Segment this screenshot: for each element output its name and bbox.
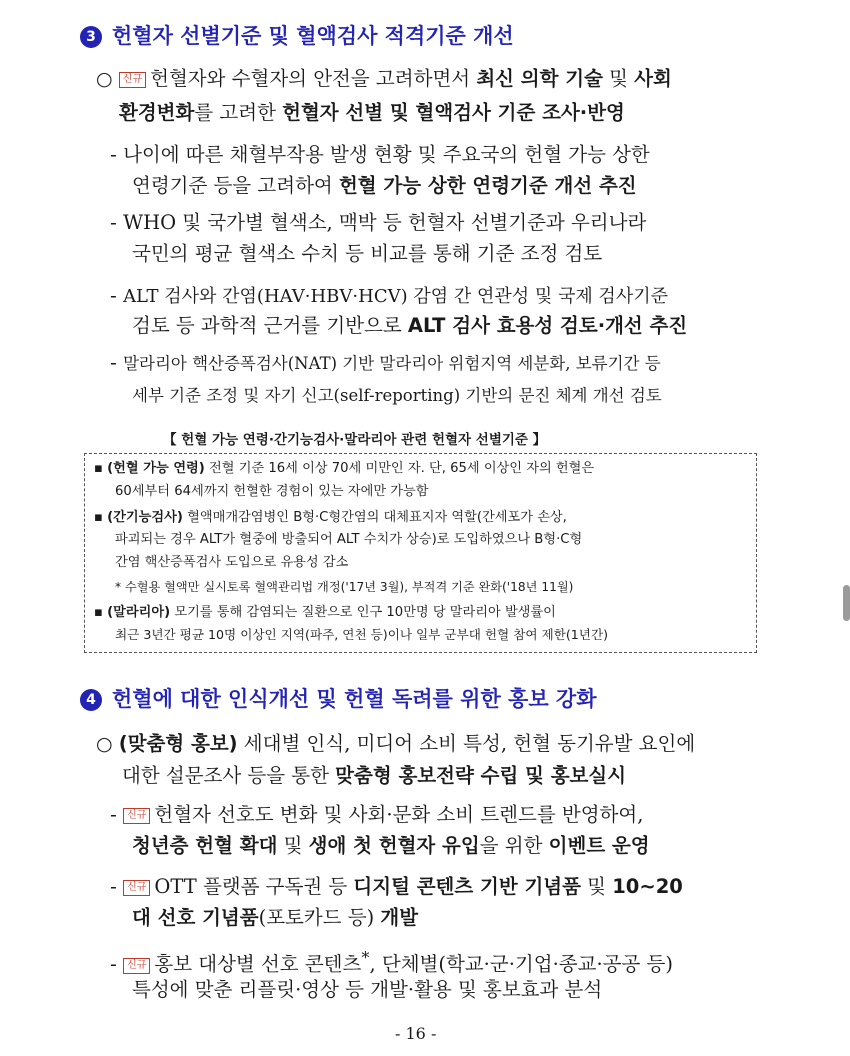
criteria-liver-line-2: 파괴되는 경우 ALT가 혈중에 방출되어 ALT 수치가 상승)로 도입하였으나 B형·C형 [115, 532, 583, 547]
text: 및 [277, 834, 309, 857]
criteria-label: (헌혈 가능 연령) [107, 461, 205, 476]
text: 대한 설문조사 등을 통한 [122, 764, 336, 787]
text-bold: 대 선호 기념품 [132, 906, 259, 929]
section-3-heading [80, 20, 514, 50]
text-bold: 개발 [380, 906, 419, 929]
section-4-number-badge: 4 [80, 689, 102, 711]
text-bold: 헌혈 가능 상한 연령기준 개선 추진 [338, 174, 637, 197]
new-tag: 신규 [123, 958, 150, 974]
text: 국민의 평균 혈색소 수치 등 비교를 통해 기준 조정 검토 [132, 242, 603, 265]
section-3-title: 헌혈자 선별기준 및 혈액검사 적격기준 개선 [112, 24, 514, 48]
text-bold: 생애 첫 헌혈자 유입 [308, 834, 480, 857]
text: 을 위한 [479, 834, 549, 857]
text-bold: 10~20 [612, 875, 683, 898]
text: 헌혈자와 수혈자의 안전을 고려하면서 [150, 67, 477, 90]
criteria-liver-line-3: 간염 핵산증폭검사 도입으로 유용성 감소 [115, 555, 349, 570]
section-4-item-line-2 [122, 762, 626, 790]
text-bold: 이벤트 운영 [548, 834, 650, 857]
section-3-sub-3-line-1 [110, 282, 668, 311]
section-4-item-line-1 [96, 730, 695, 758]
text: 헌혈자 선호도 변화 및 사회·문화 소비 트렌드를 반영하여, [154, 803, 644, 826]
section-3-number-badge: 3 [80, 26, 102, 48]
text-bold: 최신 의학 기술 [476, 67, 603, 90]
text: 연령기준 등을 고려하여 [132, 174, 339, 197]
dash-bullet-icon: - [110, 953, 117, 976]
text: 말라리아 핵산증폭검사(NAT) 기반 말라리아 위험지역 세분화, 보류기간 등 [123, 354, 661, 373]
text: WHO 및 국가별 혈색소, 맥박 등 헌혈자 선별기준과 우리나라 [123, 211, 647, 234]
dash-bullet-icon: - [110, 144, 117, 166]
section-3-sub-1-line-2 [132, 172, 637, 200]
square-bullet-icon: ▪ [94, 510, 103, 525]
section-3-item-line-2 [119, 99, 625, 127]
section-3-item-line-1 [96, 65, 672, 93]
criteria-age-line-2: 60세부터 64세까지 헌혈한 경험이 있는 자에만 가능함 [115, 484, 429, 499]
page-number: - 16 - [395, 1024, 437, 1043]
text: 홍보 대상별 선호 콘텐츠 [154, 952, 362, 976]
text: , 단체별(학교·군·기업·종교·공공 등) [369, 952, 673, 976]
criteria-malaria-line-1 [94, 603, 556, 623]
dash-bullet-icon: - [110, 212, 117, 234]
new-tag: 신규 [123, 808, 150, 824]
section-4-sub-1-line-1 [110, 801, 643, 829]
section-4-sub-1-line-2 [132, 832, 650, 860]
square-bullet-icon: ▪ [94, 605, 103, 620]
section-4-sub-3-line-1 [110, 944, 673, 979]
footnote-marker: * [361, 948, 370, 967]
text: OTT 플랫폼 구독권 등 [154, 875, 354, 898]
scrollbar-handle[interactable] [843, 585, 850, 621]
text-bold: 디지털 콘텐츠 기반 기념품 [353, 875, 581, 898]
text: ALT 검사와 간염(HAV·HBV·HCV) 감염 간 연관성 및 국제 검사기준 [123, 286, 668, 307]
criteria-label: (말라리아) [107, 605, 171, 620]
section-3-sub-1-line-1 [110, 141, 650, 169]
new-tag: 신규 [123, 880, 150, 896]
circle-bullet-icon: ○ [96, 68, 113, 90]
circle-bullet-icon: ○ [96, 733, 113, 755]
section-4-heading [80, 683, 597, 713]
section-3-sub-3-line-2 [132, 312, 687, 340]
text: 검토 등 과학적 근거를 기반으로 [132, 314, 408, 337]
text: 특성에 맞춘 리플릿·영상 등 개발·활용 및 홍보효과 분석 [132, 978, 603, 1001]
text-bold: 환경변화 [119, 101, 195, 124]
square-bullet-icon: ▪ [94, 461, 103, 476]
section-3-sub-2-line-2 [132, 240, 602, 268]
section-3-sub-2-line-1 [110, 209, 646, 237]
dash-bullet-icon: - [110, 352, 117, 374]
text: (포토카드 등) [258, 906, 381, 929]
text-bold: 사회 [634, 67, 672, 90]
text: 를 고려한 [194, 101, 283, 124]
text-bold: 헌혈자 선별 및 혈액검사 기준 조사·반영 [282, 101, 625, 124]
text: 전혈 기준 16세 이상 70세 미만인 자. 단, 65세 이상인 자의 헌혈은 [204, 461, 595, 476]
section-3-sub-4-line-1 [110, 349, 661, 378]
criteria-liver-line-1 [94, 508, 567, 528]
text-bold: (맞춤형 홍보) [118, 732, 238, 755]
text-bold: 맞춤형 홍보전략 수립 및 홍보실시 [335, 764, 627, 787]
text: 모기를 통해 감염되는 질환으로 인구 10만명 당 말라리아 발생률이 [170, 605, 556, 620]
criteria-liver-note: * 수혈용 혈액만 실시토록 혈액관리법 개정('17년 3월), 부적격 기준 완화('18년 11월) [115, 580, 574, 594]
new-tag: 신규 [119, 72, 146, 88]
text: 및 [580, 875, 613, 898]
text: 및 [602, 67, 635, 90]
section-4-sub-3-line-2 [132, 976, 602, 1004]
criteria-age-line-1 [94, 459, 594, 479]
text: 세대별 인식, 미디어 소비 특성, 헌혈 동기유발 요인에 [237, 732, 696, 755]
dash-bullet-icon: - [110, 876, 117, 898]
section-4-sub-2-line-1 [110, 873, 683, 901]
text: 혈액매개감염병인 B형·C형간염의 대체표지자 역할(간세포가 손상, [182, 510, 567, 525]
dash-bullet-icon: - [110, 285, 117, 307]
section-4-sub-2-line-2 [132, 904, 418, 932]
text-bold: ALT 검사 효용성 검토·개선 추진 [407, 314, 688, 337]
section-3-sub-4-line-2 [132, 381, 662, 410]
text: 세부 기준 조정 및 자기 신고(self-reporting) 기반의 문진 체계 개선 검토 [132, 386, 662, 405]
criteria-malaria-line-2: 최근 3년간 평균 10명 이상인 지역(파주, 연천 등)이나 일부 군부대 헌혈 참여 제한(1년간) [115, 627, 609, 642]
criteria-box-title: 【 헌혈 가능 연령·간기능검사·말라리아 관련 헌혈자 선별기준 】 [163, 432, 547, 448]
section-4-title: 헌혈에 대한 인식개선 및 헌혈 독려를 위한 홍보 강화 [112, 687, 597, 711]
dash-bullet-icon: - [110, 804, 117, 826]
text: 나이에 따른 채혈부작용 발생 현황 및 주요국의 헌혈 가능 상한 [123, 143, 650, 166]
text-bold: 청년층 헌혈 확대 [132, 834, 278, 857]
criteria-label: (간기능검사) [107, 510, 183, 525]
